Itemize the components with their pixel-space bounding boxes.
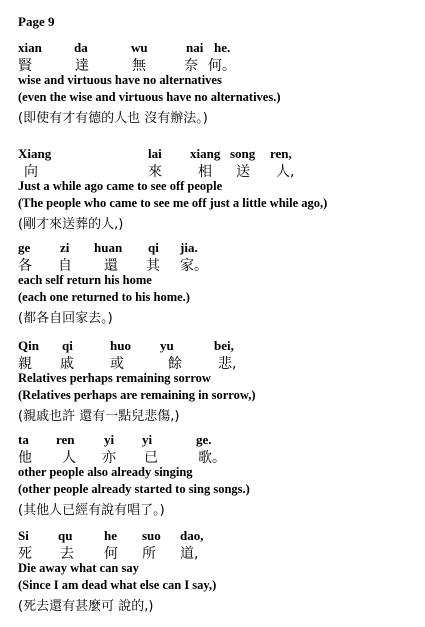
pinyin-row (18, 40, 418, 56)
hanzi-char: 戚 (60, 356, 74, 372)
hanzi-char: 各 (18, 258, 32, 274)
hanzi-row (18, 55, 418, 73)
english-gloss: Just a while ago came to see off people (18, 179, 223, 193)
chinese-explanation: (親戚也許 還有一點兒悲傷,) (18, 409, 180, 424)
pinyin-row (18, 528, 418, 544)
pinyin-syllable: huan (94, 240, 123, 255)
hanzi-row (18, 353, 418, 371)
hanzi-char: 人 (62, 450, 76, 466)
pinyin-syllable: ren, (270, 146, 292, 161)
hanzi-char: 向 (24, 164, 38, 180)
pinyin-row (18, 240, 418, 256)
pinyin-syllable: song (230, 146, 256, 161)
hanzi-char: 死 (18, 546, 32, 562)
english-translation: (each one returned to his home.) (18, 290, 190, 304)
chinese-explanation: (即使有才有德的人也 沒有辦法。) (18, 111, 208, 126)
stanza-3 (18, 240, 418, 335)
stanza-4 (18, 338, 418, 433)
page-label: Page 9 (18, 14, 55, 29)
pinyin-syllable: yi (142, 432, 153, 447)
pinyin-row (18, 338, 418, 354)
hanzi-char: 已 (144, 450, 158, 466)
pinyin-syllable: qi (148, 240, 159, 255)
english-gloss: other people also already singing (18, 465, 193, 479)
pinyin-syllable: ren (56, 432, 75, 447)
pinyin-syllable: he (104, 528, 117, 543)
english-gloss: wise and virtuous have no alternatives (18, 73, 222, 87)
hanzi-char: 去 (60, 546, 74, 562)
hanzi-row (18, 255, 418, 273)
english-translation: (other people already started to sing songs.) (18, 482, 250, 496)
hanzi-char: 亦 (102, 450, 116, 466)
pinyin-syllable: ge (18, 240, 31, 255)
pinyin-syllable: Xiang (18, 146, 52, 161)
hanzi-char: 悲, (218, 356, 237, 372)
pinyin-syllable: qu (58, 528, 73, 543)
pinyin-row (18, 432, 418, 448)
chinese-explanation: (都各自回家去。) (18, 311, 113, 326)
pinyin-syllable: da (74, 40, 88, 55)
hanzi-char: 還 (104, 258, 118, 274)
pinyin-syllable: jia. (180, 240, 198, 255)
hanzi-char: 奈 (184, 58, 198, 74)
hanzi-char: 道, (180, 546, 199, 562)
english-translation: (The people who came to see me off just a little while ago,) (18, 196, 328, 210)
pinyin-syllable: ta (18, 432, 29, 447)
stanza-1 (18, 40, 418, 135)
english-translation: (Relatives perhaps are remaining in sorrow,) (18, 388, 256, 402)
pinyin-syllable: wu (131, 40, 148, 55)
hanzi-char: 他 (18, 450, 32, 466)
pinyin-syllable: ge. (196, 432, 212, 447)
english-gloss: Relatives perhaps remaining sorrow (18, 371, 211, 385)
hanzi-row (18, 447, 418, 465)
pinyin-syllable: xian (18, 40, 42, 55)
hanzi-row (18, 543, 418, 561)
hanzi-char: 送 (236, 164, 250, 180)
english-translation: (Since I am dead what else can I say,) (18, 578, 217, 592)
pinyin-syllable: xiang (190, 146, 221, 161)
pinyin-syllable: Si (18, 528, 29, 543)
hanzi-char: 所 (142, 546, 156, 562)
chinese-explanation: (剛才來送葬的人,) (18, 217, 124, 232)
stanza-5 (18, 432, 418, 527)
pinyin-syllable: Qin (18, 338, 39, 353)
pinyin-syllable: suo (142, 528, 161, 543)
pinyin-syllable: huo (110, 338, 131, 353)
hanzi-char: 其 (146, 258, 160, 274)
hanzi-row (18, 161, 418, 179)
english-gloss: each self return his home (18, 273, 152, 287)
pinyin-syllable: lai (148, 146, 162, 161)
pinyin-row (18, 146, 418, 162)
pinyin-syllable: dao, (180, 528, 204, 543)
pinyin-syllable: zi (60, 240, 70, 255)
stanza-2 (18, 146, 418, 241)
hanzi-char: 何。 (208, 58, 236, 74)
hanzi-char: 賢 (18, 58, 32, 74)
hanzi-char: 達 (75, 58, 89, 74)
english-translation: (even the wise and virtuous have no alternatives.) (18, 90, 281, 104)
hanzi-char: 何 (104, 546, 118, 562)
chinese-explanation: (其他人已經有說有唱了。) (18, 503, 165, 518)
hanzi-char: 親 (18, 356, 32, 372)
pinyin-syllable: nai (186, 40, 204, 55)
pinyin-syllable: bei, (214, 338, 234, 353)
hanzi-char: 相 (198, 164, 212, 180)
hanzi-char: 來 (148, 164, 162, 180)
chinese-explanation: (死去還有甚麼可 說的,) (18, 599, 154, 614)
hanzi-char: 人, (276, 164, 295, 180)
hanzi-char: 家。 (180, 258, 208, 274)
pinyin-syllable: qi (62, 338, 73, 353)
hanzi-char: 歌。 (198, 450, 226, 466)
english-gloss: Die away what can say (18, 561, 139, 575)
pinyin-syllable: yu (160, 338, 174, 353)
pinyin-syllable: he. (214, 40, 231, 55)
stanza-6 (18, 528, 418, 623)
pinyin-syllable: yi (104, 432, 115, 447)
hanzi-char: 自 (58, 258, 72, 274)
hanzi-char: 或 (110, 356, 124, 372)
hanzi-char: 無 (132, 58, 146, 74)
hanzi-char: 餘 (168, 356, 182, 372)
